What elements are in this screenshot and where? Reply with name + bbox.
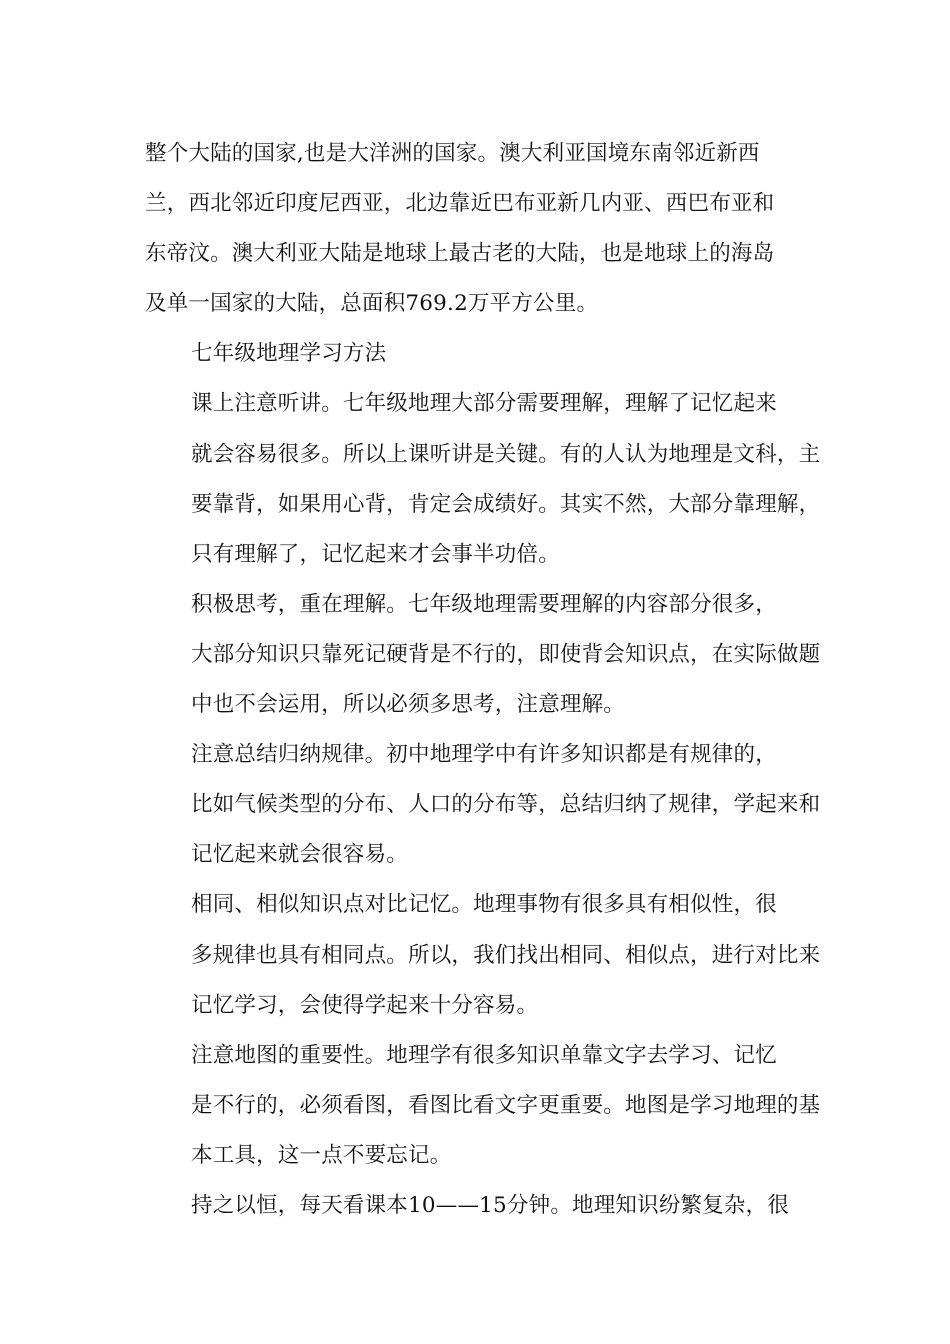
text-line: 记忆学习，会使得学起来十分容易。 [191, 992, 539, 1018]
text-line: 比如气候类型的分布、人口的分布等，总结归纳了规律，学起来和 [191, 792, 821, 818]
text-line: 多规律也具有相同点。所以，我们找出相同、相似点，进行对比来 [191, 942, 821, 968]
paragraph-compare-memorize [145, 880, 821, 1030]
paragraph-persistence [145, 1181, 807, 1231]
paragraph-listen-in-class [145, 379, 821, 579]
text-line: 东帝汶。澳大利亚大陆是地球上最古老的大陆，也是地球上的海岛 [145, 241, 775, 267]
paragraph-think-actively [145, 580, 821, 730]
text-line: 整个大陆的国家,也是大洋洲的国家。澳大利亚国境东南邻近新西 [145, 141, 760, 166]
text-line: 积极思考，重在理解。七年级地理需要理解的内容部分很多， [191, 591, 777, 617]
document-body [145, 129, 821, 1231]
text-line: 只有理解了，记忆起来才会事半功倍。 [191, 541, 560, 567]
text-line: 记忆起来就会很容易。 [191, 842, 409, 868]
section-heading [145, 329, 807, 379]
text-line: 兰，西北邻近印度尼西亚，北边靠近巴布亚新几内亚、西巴布亚和 [145, 191, 775, 217]
heading-text: 七年级地理学习方法 [191, 341, 387, 367]
text-line: 大部分知识只靠死记硬背是不行的，即使背会知识点，在实际做题 [191, 641, 821, 667]
text-line: 及单一国家的大陆，总面积769.2万平方公里。 [145, 291, 599, 317]
text-line: 相同、相似知识点对比记忆。地理事物有很多具有相似性，很 [191, 892, 777, 918]
text-line: 是不行的，必须看图，看图比看文字更重要。地图是学习地理的基 [191, 1092, 821, 1118]
text-line: 本工具，这一点不要忘记。 [191, 1142, 452, 1168]
text-line: 课上注意听讲。七年级地理大部分需要理解，理解了记忆起来 [191, 391, 777, 417]
text-line: 要靠背，如果用心背，肯定会成绩好。其实不然，大部分靠理解， [191, 491, 821, 517]
paragraph-summarize-rules [145, 730, 821, 880]
text-line: 就会容易很多。所以上课听讲是关键。有的人认为地理是文科，主 [191, 441, 821, 467]
text-line: 中也不会运用，所以必须多思考，注意理解。 [191, 692, 626, 718]
paragraph-australia [145, 129, 807, 329]
text-line: 持之以恒，每天看课本10——15分钟。地理知识纷繁复杂，很 [191, 1192, 790, 1218]
text-line: 注意总结归纳规律。初中地理学中有许多知识都是有规律的， [191, 742, 777, 768]
paragraph-maps-importance [145, 1031, 821, 1181]
text-line: 注意地图的重要性。地理学有很多知识单靠文字去学习、记忆 [191, 1042, 777, 1068]
